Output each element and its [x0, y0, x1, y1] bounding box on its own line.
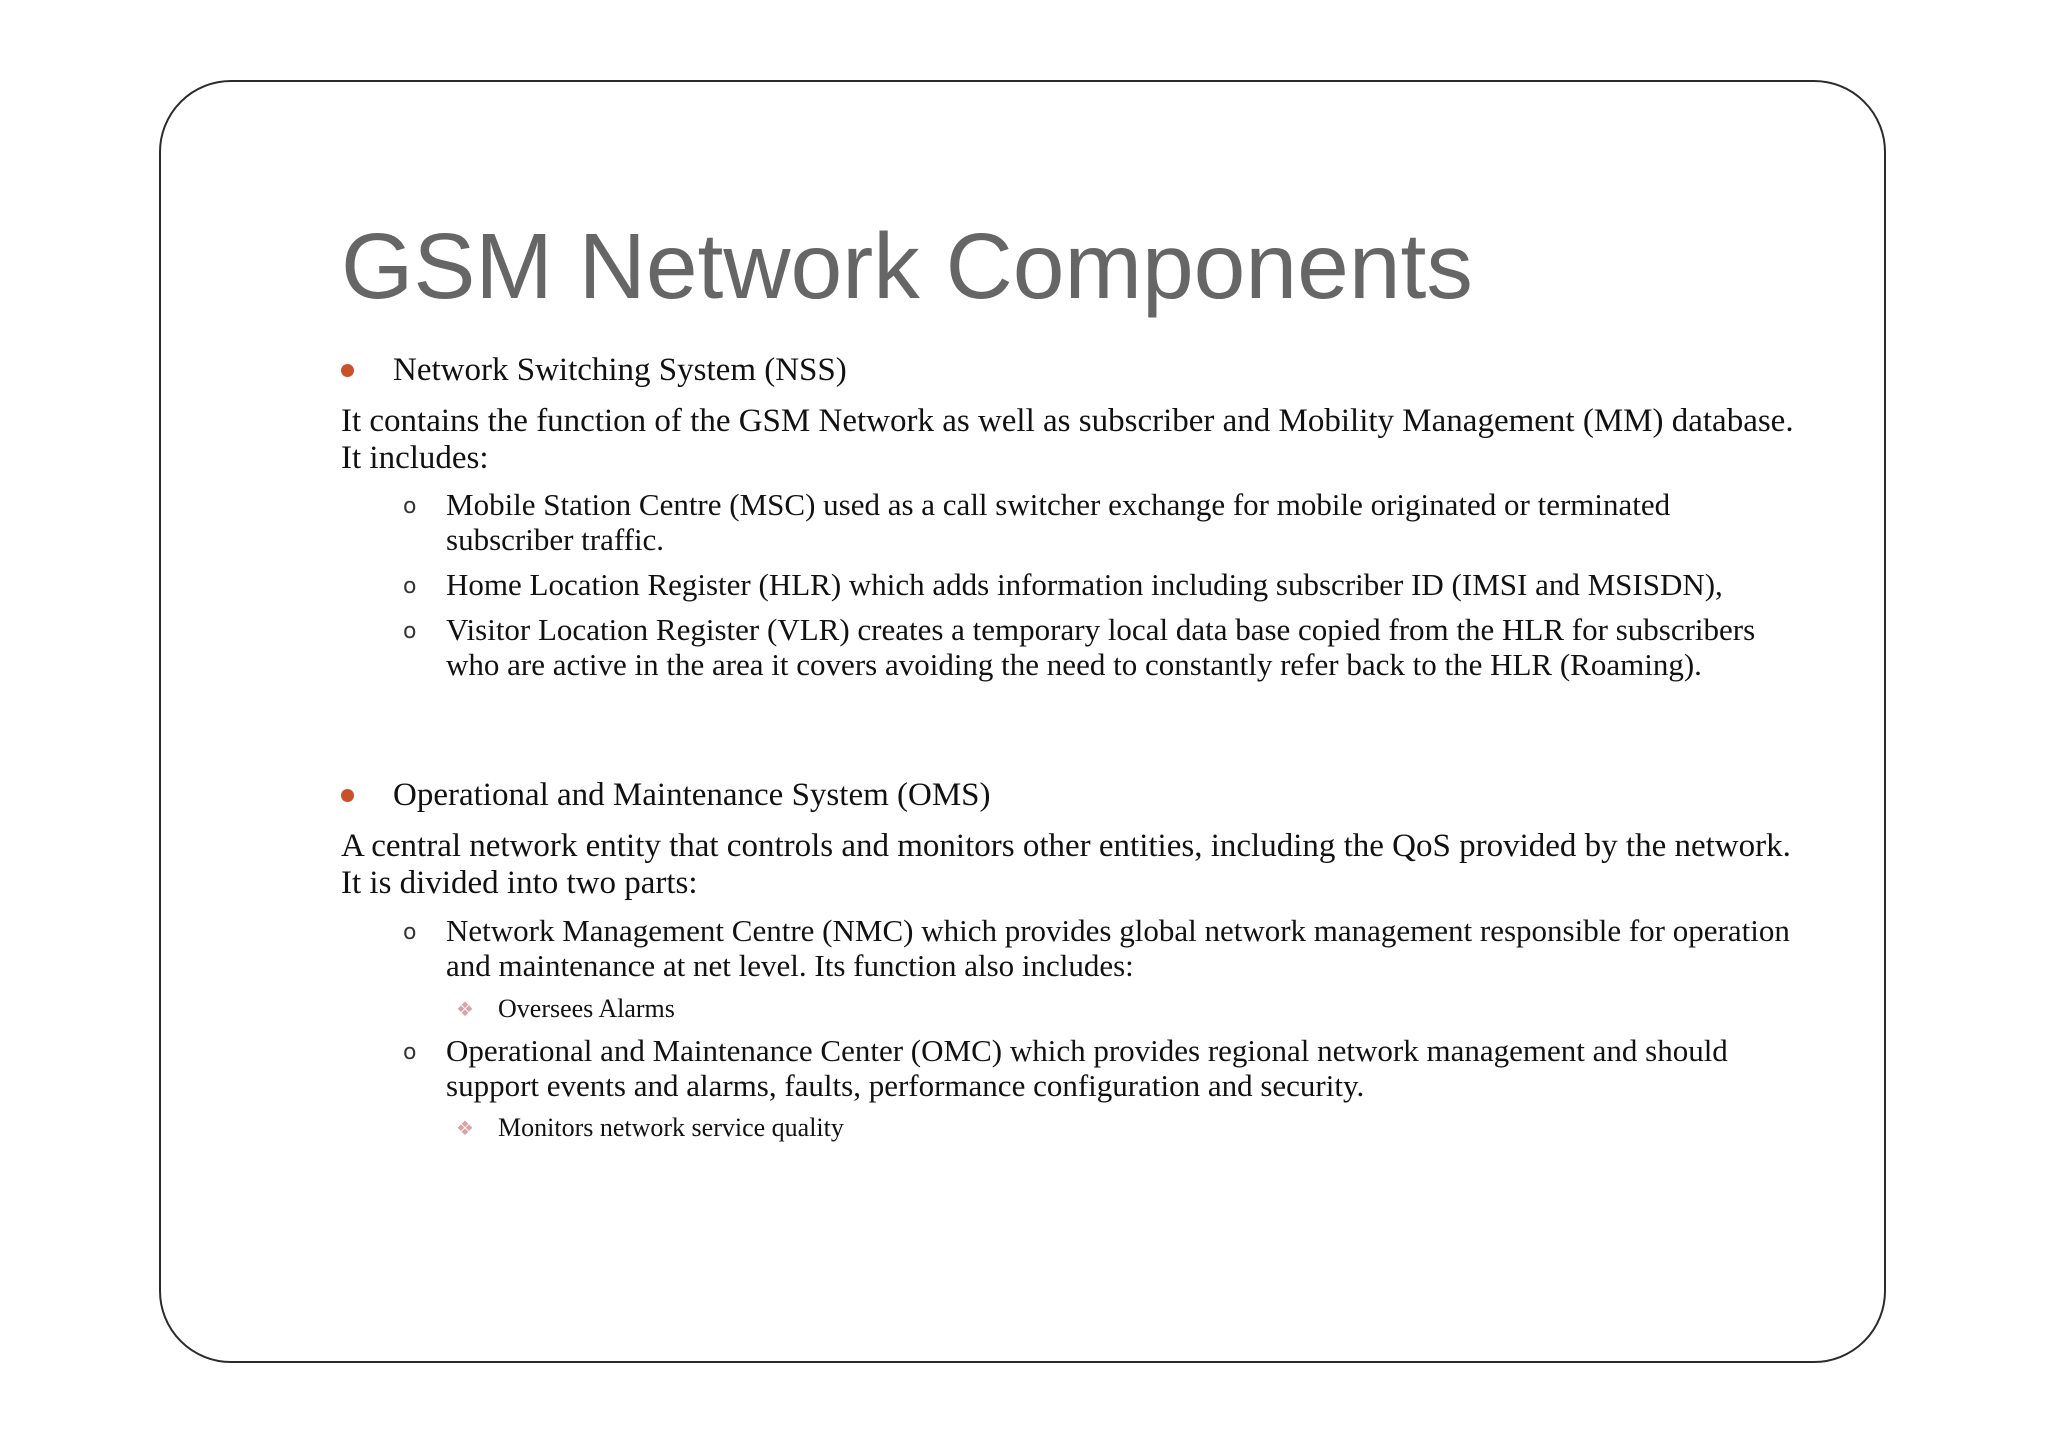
list-item-text: Operational and Maintenance Center (OMC) which provides regional network management and should support events and alarms, faults, performance configuration and security.: [446, 1033, 1728, 1103]
hollow-circle-bullet-icon: o: [403, 574, 417, 599]
section-intro-oms: A central network entity that controls and monitors other entities, including the QoS provided by the network. It is divided into two parts:: [341, 828, 1791, 901]
hollow-circle-bullet-icon: o: [403, 619, 417, 644]
list-item-text: Home Location Register (HLR) which adds information including subscriber ID (IMSI and MSISDN),: [446, 567, 1723, 602]
list-item-text: Network Management Centre (NMC) which provides global network management responsible for operation and maintenance at net level. Its function also includes:: [446, 913, 1790, 983]
diamond-bullet-icon: ❖: [456, 1116, 474, 1140]
section-intro-nss: It contains the function of the GSM Network as well as subscriber and Mobility Management (MM) database. It includes:: [341, 403, 1794, 476]
section-heading-label: Operational and Maintenance System (OMS): [393, 777, 991, 813]
list-item-omc: [403, 1033, 1803, 1103]
diamond-bullet-icon: ❖: [456, 997, 474, 1021]
sub-list-item-text: Monitors network service quality: [498, 1113, 844, 1142]
hollow-circle-bullet-icon: o: [403, 920, 417, 945]
slide-title: GSM Network Components: [341, 214, 1473, 318]
list-item-text: Visitor Location Register (VLR) creates a temporary local data base copied from the HLR for subscribers who are active in the area it covers avoiding the need to constantly refer back to the HLR (Roaming).: [446, 612, 1756, 682]
list-item-nmc: [403, 913, 1803, 983]
bullet-dot-icon: [341, 789, 354, 802]
sub-list-item-text: Oversees Alarms: [498, 994, 675, 1023]
bullet-dot-icon: [341, 364, 354, 377]
hollow-circle-bullet-icon: o: [403, 494, 417, 519]
hollow-circle-bullet-icon: o: [403, 1040, 417, 1065]
list-item-hlr: [403, 567, 1803, 602]
list-item-msc: [403, 487, 1803, 557]
section-heading-label: Network Switching System (NSS): [393, 352, 847, 388]
list-item-text: Mobile Station Centre (MSC) used as a call switcher exchange for mobile originated or terminated subscriber traffic.: [446, 487, 1671, 557]
list-item-vlr: [403, 612, 1803, 682]
